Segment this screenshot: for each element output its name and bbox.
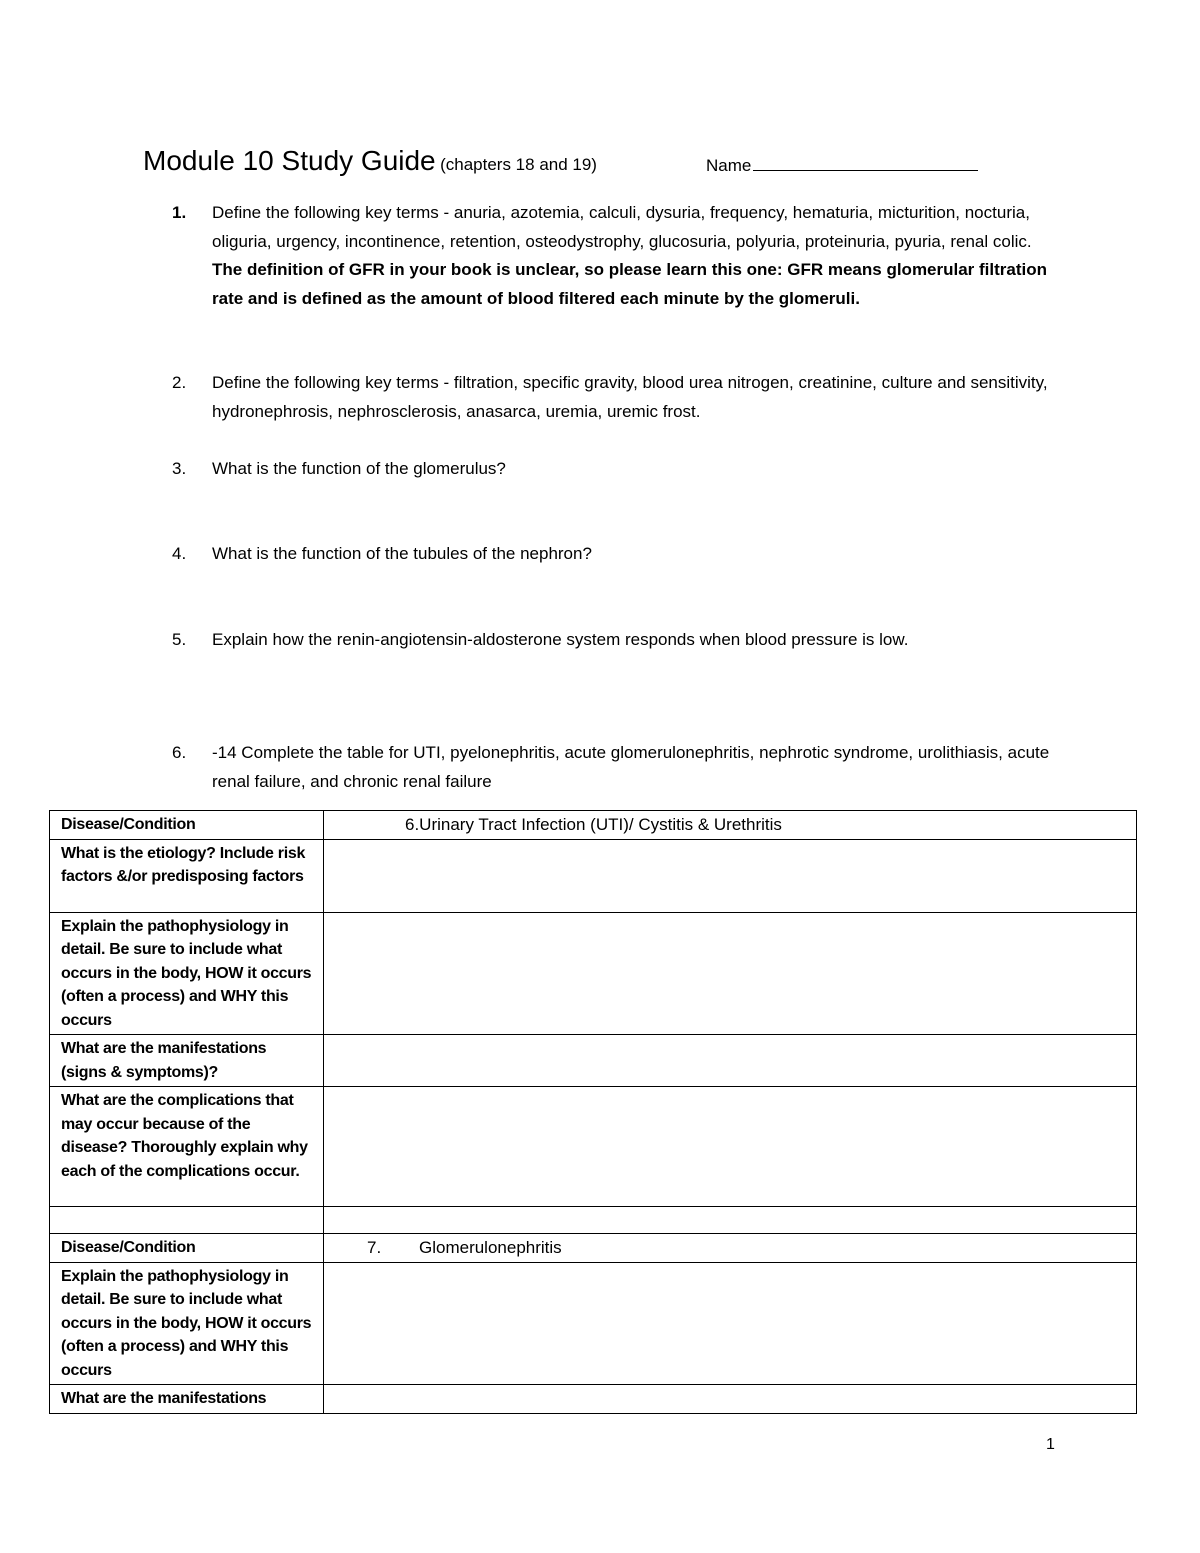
question-2: [172, 369, 1052, 426]
name-field[interactable]: [706, 154, 978, 176]
answer-cell[interactable]: [324, 1385, 1137, 1414]
answer-cell[interactable]: [324, 1262, 1137, 1385]
question-6: [172, 739, 1052, 796]
disease-heading: [335, 1236, 562, 1260]
question-bold-note: The definition of GFR in your book is unclear, so please learn this one: GFR means glomerular filtration rate and is defined as the amount of blood filtered each minute by the glomeruli.: [212, 260, 1048, 308]
row-label: What is the etiology? Include risk factors &/or predisposing factors: [50, 839, 324, 912]
question-number: 5.: [172, 630, 187, 649]
question-number: 2.: [172, 373, 187, 392]
answer-cell[interactable]: [324, 1087, 1137, 1207]
question-text: What is the function of the glomerulus?: [212, 459, 506, 478]
question-text: Explain how the renin-angiotensin-aldosterone system responds when blood pressure is low.: [212, 630, 909, 649]
row-label: What are the manifestations (signs & symptoms)?: [50, 1035, 324, 1087]
name-label: Name: [706, 156, 752, 175]
row-label: [50, 1207, 324, 1234]
question-1: [172, 199, 1052, 313]
question-text: -14 Complete the table for UTI, pyelonephritis, acute glomerulonephritis, nephrotic syndrome, urolithiasis, acute renal failure, and chronic renal failure: [212, 743, 1050, 791]
question-text: Define the following key terms - anuria, azotemia, calculi, dysuria, frequency, hematuria, micturition, nocturia, oliguria, urgency, incontinence, retention, osteodystrophy, glucosuria, polyuria, proteinuria, pyuria, renal colic.: [212, 203, 1032, 251]
row-value[interactable]: [324, 1234, 1137, 1263]
table-row: [50, 912, 1137, 1035]
question-4: [172, 540, 1052, 569]
question-3: [172, 455, 1052, 484]
disease-heading: 6.Urinary Tract Infection (UTI)/ Cystitis & Urethritis: [405, 815, 782, 834]
table-row: [50, 1207, 1137, 1234]
disease-name: Glomerulonephritis: [419, 1238, 562, 1257]
answer-cell[interactable]: [324, 1207, 1137, 1234]
row-label: What are the complications that may occur because of the disease? Thoroughly explain why each of the complications occur.: [50, 1087, 324, 1207]
table-row: [50, 1087, 1137, 1207]
title-row: [143, 145, 1043, 185]
table-row: [50, 811, 1137, 840]
table-row: [50, 1262, 1137, 1385]
row-label: What are the manifestations: [50, 1385, 324, 1414]
question-text: What is the function of the tubules of the nephron?: [212, 544, 592, 563]
question-number: 4.: [172, 544, 187, 563]
row-label: Disease/Condition: [50, 811, 324, 840]
answer-cell[interactable]: [324, 839, 1137, 912]
row-label: Disease/Condition: [50, 1234, 324, 1263]
table-row: [50, 1385, 1137, 1414]
answer-cell[interactable]: [324, 1035, 1137, 1087]
disease-table: [49, 810, 1137, 1414]
table-row: [50, 1035, 1137, 1087]
question-number: 3.: [172, 459, 187, 478]
question-number: 6.: [172, 743, 187, 762]
question-text: Define the following key terms - filtration, specific gravity, blood urea nitrogen, creatinine, culture and sensitivity, hydronephrosis, nephrosclerosis, anasarca, uremia, uremic frost.: [212, 373, 1048, 421]
question-number: 1.: [172, 203, 187, 222]
page-title: Module 10 Study Guide: [143, 145, 436, 176]
page-subtitle: (chapters 18 and 19): [440, 155, 597, 174]
row-label: Explain the pathophysiology in detail. Be sure to include what occurs in the body, HOW it occurs (often a process) and WHY this occurs: [50, 912, 324, 1035]
name-blank-line[interactable]: [753, 154, 978, 171]
row-label: Explain the pathophysiology in detail. Be sure to include what occurs in the body, HOW it occurs (often a process) and WHY this occurs: [50, 1262, 324, 1385]
page-number: 1: [1046, 1436, 1055, 1453]
table-row: [50, 839, 1137, 912]
answer-cell[interactable]: [324, 912, 1137, 1035]
table-row: [50, 1234, 1137, 1263]
question-5: [172, 626, 1052, 655]
row-value[interactable]: [324, 811, 1137, 840]
disease-number: 7.: [367, 1238, 382, 1257]
